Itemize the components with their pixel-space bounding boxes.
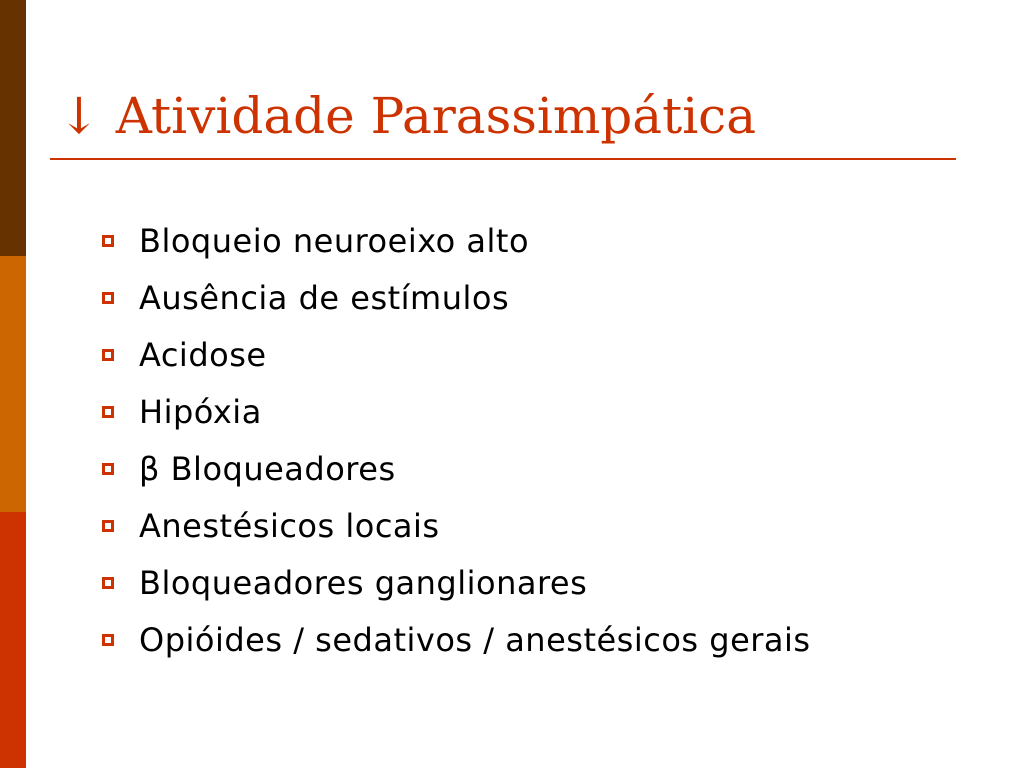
hollow-square-icon xyxy=(102,520,114,532)
bullet-item xyxy=(102,440,811,497)
hollow-square-icon xyxy=(102,577,114,589)
hollow-square-icon xyxy=(102,349,114,361)
bullet-item xyxy=(102,269,811,326)
bullet-text: Anestésicos locais xyxy=(139,506,440,545)
bullet-text: Acidose xyxy=(139,335,267,374)
accent-stripe-bottom xyxy=(0,512,26,768)
bullet-text: Bloqueadores ganglionares xyxy=(139,563,588,602)
hollow-square-icon xyxy=(102,634,114,646)
accent-stripe-middle xyxy=(0,256,26,512)
bullet-item xyxy=(102,212,811,269)
accent-stripe-top xyxy=(0,0,26,256)
bullet-list xyxy=(102,212,811,668)
bullet-item xyxy=(102,326,811,383)
bullet-item xyxy=(102,383,811,440)
hollow-square-icon xyxy=(102,235,114,247)
bullet-item xyxy=(102,611,811,668)
bullet-text: Opióides / sedativos / anestésicos gerais xyxy=(139,620,811,659)
hollow-square-icon xyxy=(102,406,114,418)
slide-title: ↓ Atividade Parassimpática xyxy=(58,87,756,145)
bullet-item xyxy=(102,554,811,611)
hollow-square-icon xyxy=(102,292,114,304)
hollow-square-icon xyxy=(102,463,114,475)
bullet-item xyxy=(102,497,811,554)
bullet-text: Ausência de estímulos xyxy=(139,278,510,317)
bullet-text: Hipóxia xyxy=(139,392,262,431)
title-divider xyxy=(50,158,956,160)
bullet-text: Bloqueio neuroeixo alto xyxy=(139,221,530,260)
bullet-text: β Bloqueadores xyxy=(139,449,396,488)
